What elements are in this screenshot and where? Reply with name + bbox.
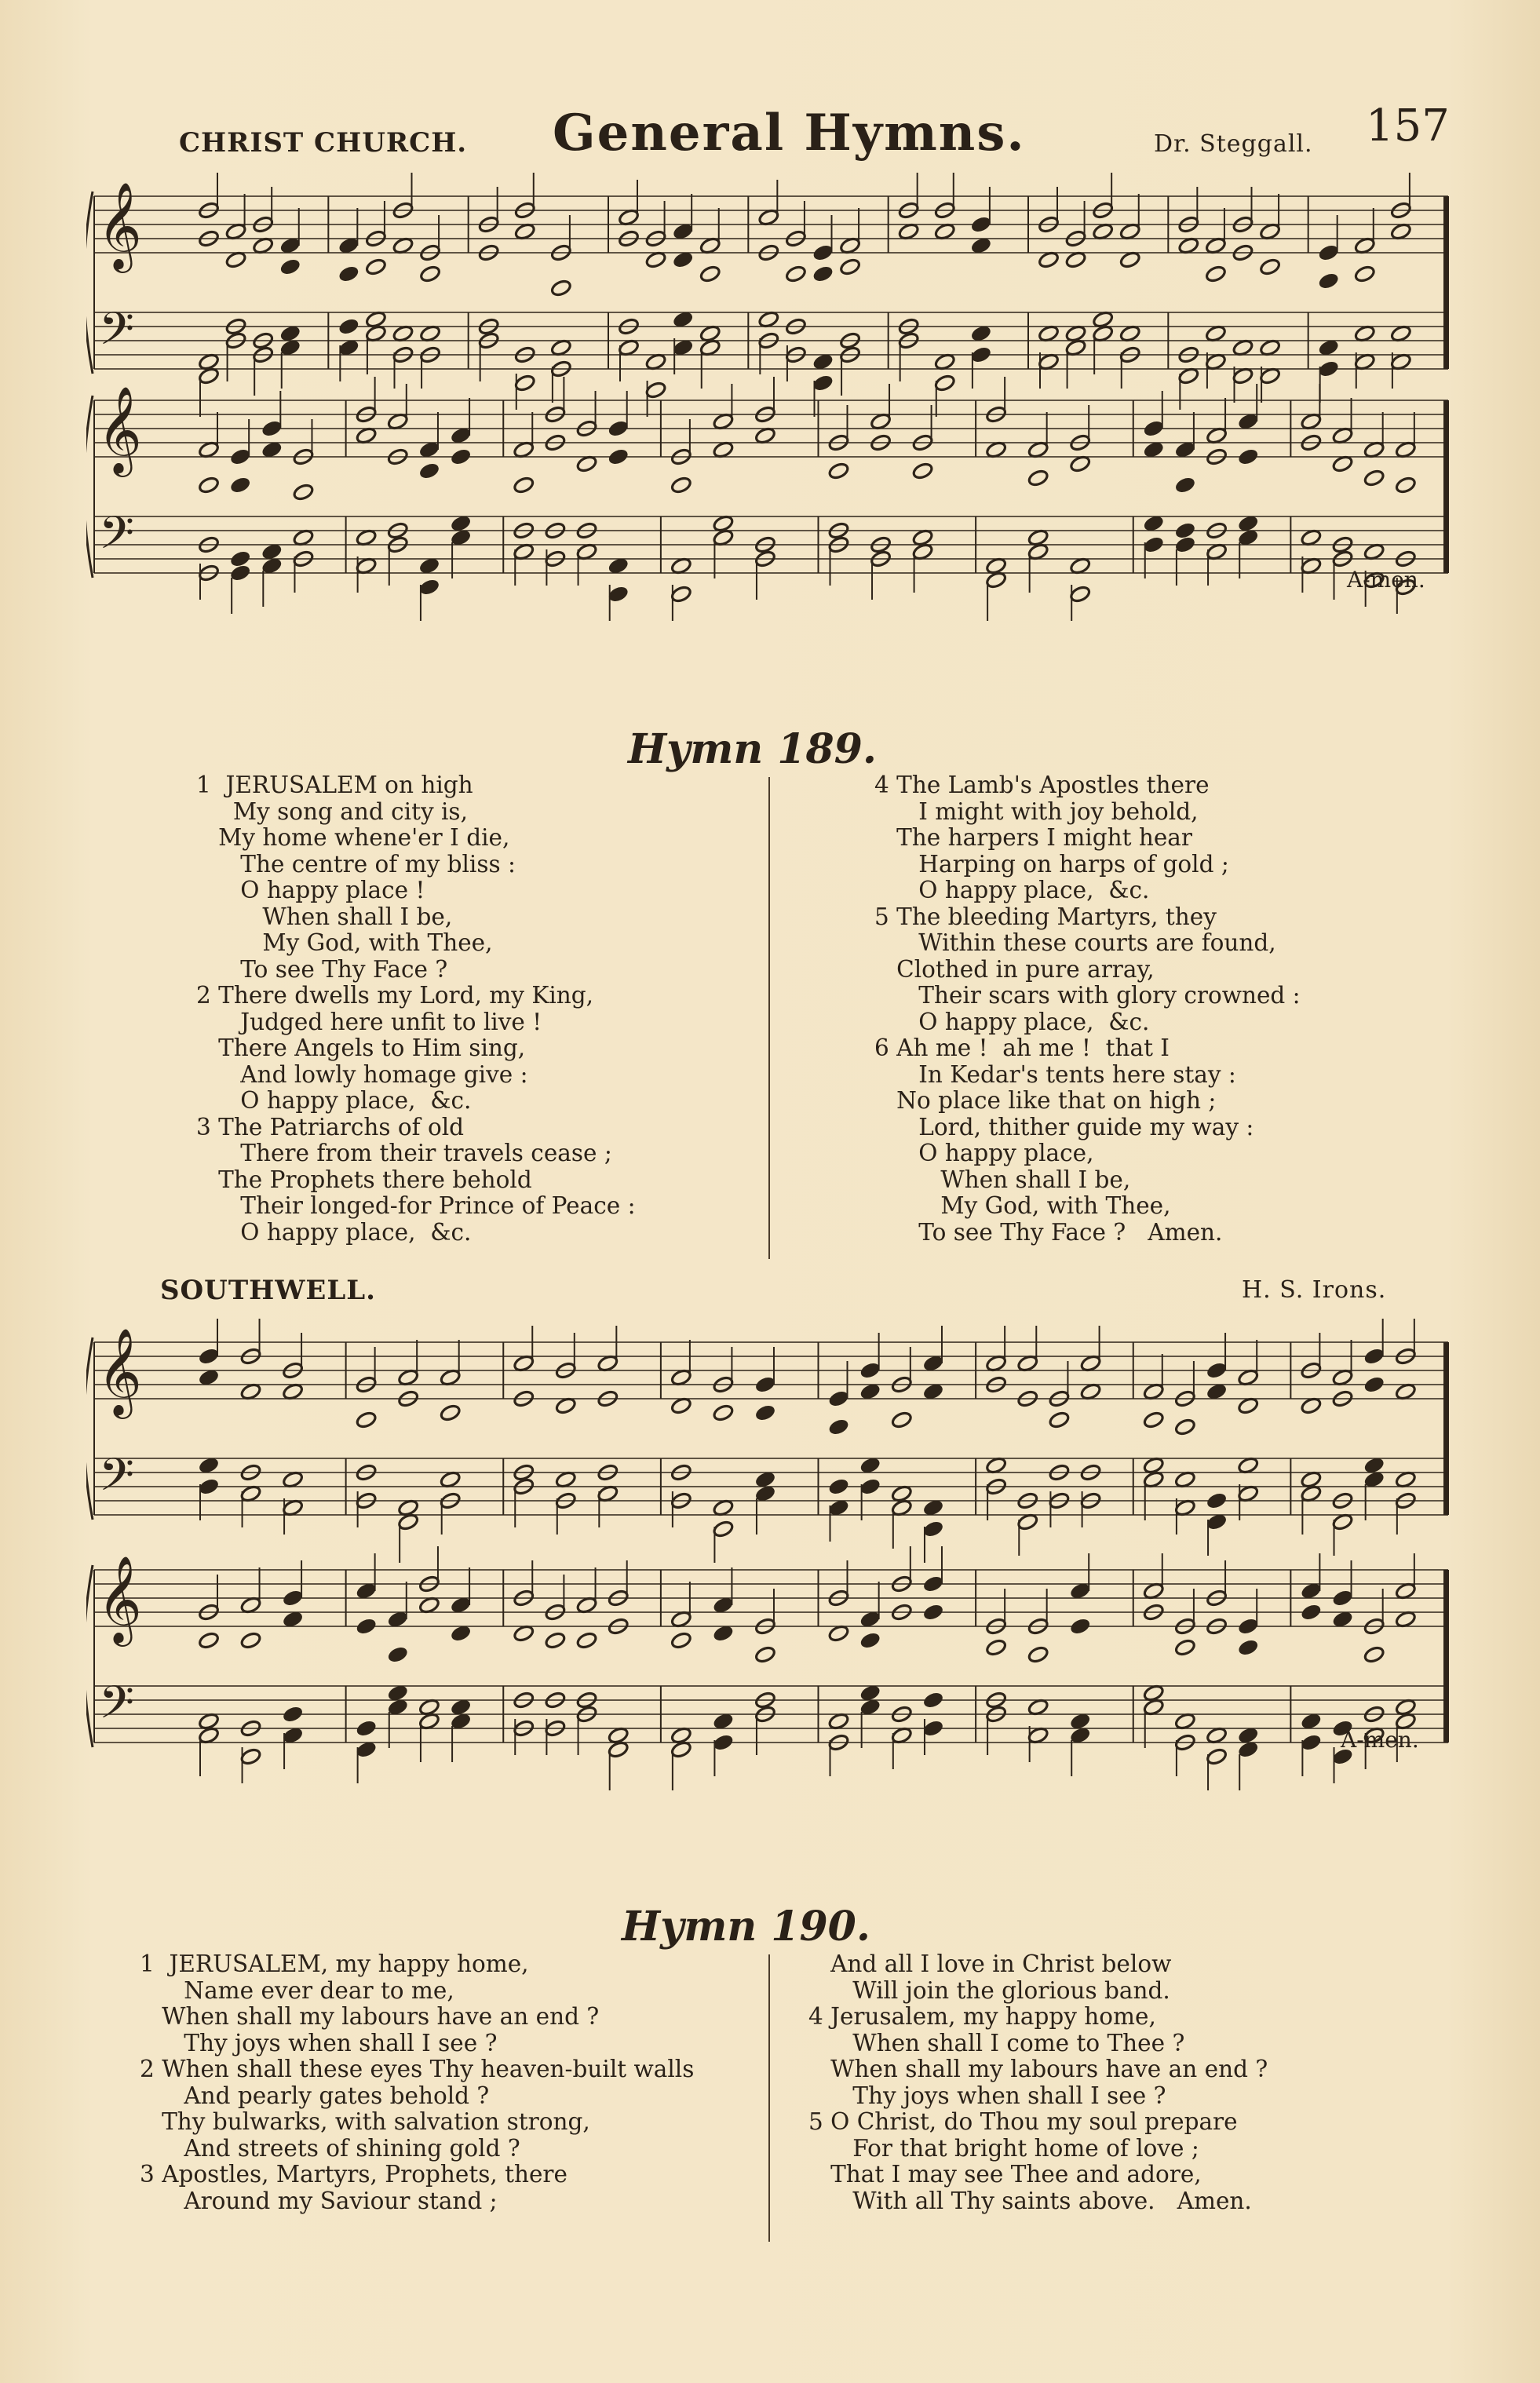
system-brace <box>86 1565 93 1747</box>
final-barline <box>1443 1570 1449 1743</box>
verse-line: My song and city is, <box>196 797 468 825</box>
note-head <box>970 345 992 364</box>
note-head <box>1363 1645 1385 1664</box>
section-title: General Hymns. <box>553 104 1026 162</box>
final-barline <box>1443 196 1449 369</box>
column-divider-189 <box>768 777 770 1259</box>
note-head <box>1069 585 1091 604</box>
verse-line: And streets of shining gold ? <box>140 2134 520 2162</box>
column-divider-190 <box>768 1954 770 2242</box>
verse-line: When shall my labours have an end ? <box>808 2056 1268 2082</box>
note-head <box>450 447 472 466</box>
verse-line: The Prophets there behold <box>196 1166 532 1193</box>
note-head <box>1354 265 1376 283</box>
note-head <box>670 1631 692 1650</box>
note-head <box>645 381 667 400</box>
verse-line: No place like that on high ; <box>874 1087 1217 1114</box>
note-head <box>1259 257 1281 276</box>
southwell-score <box>86 1303 1468 1899</box>
note-head <box>712 1520 734 1538</box>
bass-clef-icon: 𝄢 <box>99 1448 135 1513</box>
note-head <box>1174 476 1196 494</box>
hymn-190-right-column <box>808 1951 1268 2214</box>
note-head <box>754 1403 776 1422</box>
verse-line: In Kedar's tents here stay : <box>874 1060 1236 1088</box>
verse-line: My home whene'er I die, <box>196 824 510 851</box>
note-head <box>1027 1645 1049 1664</box>
verse-line: Harping on harps of gold ; <box>874 850 1229 878</box>
verse-line: Judged here unfit to live ! <box>196 1008 542 1035</box>
note-head <box>608 447 630 466</box>
verse-line: When shall my labours have an end ? <box>140 2003 600 2030</box>
note-head <box>550 279 572 297</box>
note-head <box>922 1691 944 1710</box>
hymn-190-title: Hymn 190. <box>622 1903 870 1951</box>
system-brace <box>86 396 93 578</box>
verse-line: When shall I be, <box>874 1166 1131 1193</box>
note-head <box>1174 1638 1196 1657</box>
note-head <box>922 1603 944 1622</box>
note-head <box>922 1575 944 1593</box>
note-head <box>1318 359 1340 378</box>
verse-line: For that bright home of love ; <box>808 2134 1199 2162</box>
final-barline <box>1443 400 1449 573</box>
verse-line: There Angels to Him sing, <box>196 1035 526 1061</box>
note-head <box>1318 243 1340 262</box>
note-head <box>229 476 251 494</box>
note-head <box>1237 1638 1259 1657</box>
verse-line: The harpers I might hear <box>874 824 1192 851</box>
note-head <box>1205 265 1227 283</box>
verse-line: And pearly gates behold ? <box>140 2082 490 2109</box>
note-head <box>261 419 283 438</box>
verse-line: Their longed-for Prince of Peace : <box>196 1192 636 1219</box>
treble-clef-icon: 𝄞 <box>97 385 142 473</box>
verse-line: Lord, thither guide my way : <box>874 1113 1254 1140</box>
verse-line: O happy place, &c. <box>874 877 1150 903</box>
note-head <box>198 1477 220 1496</box>
verse-line: Their scars with glory crowned : <box>874 982 1301 1009</box>
treble-clef-icon: 𝄞 <box>97 181 142 269</box>
note-head <box>338 265 359 283</box>
note-head <box>608 419 630 438</box>
note-head <box>418 462 440 480</box>
note-head <box>279 257 301 276</box>
note-head <box>419 265 441 283</box>
verse-line: When shall I come to Thee ? <box>808 2029 1185 2056</box>
note-head <box>229 549 251 568</box>
verse-line: 4 Jerusalem, my happy home, <box>808 2003 1156 2030</box>
note-head <box>1300 1733 1322 1752</box>
verse-line: There from their travels cease ; <box>196 1140 612 1166</box>
note-head <box>1143 419 1165 438</box>
note-head <box>1331 1589 1353 1608</box>
verse-line: 3 The Patriarchs of old <box>196 1113 465 1140</box>
bass-clef-icon: 𝄢 <box>99 506 135 571</box>
note-head <box>1300 1603 1322 1622</box>
verse-line: O happy place, <box>874 1140 1094 1166</box>
verse-line: Name ever dear to me, <box>140 1976 454 2004</box>
note-head <box>1363 1375 1385 1394</box>
note-head <box>576 1631 598 1650</box>
verse-line: That I may see Thee and adore, <box>808 2161 1202 2188</box>
note-head <box>754 1375 776 1394</box>
verse-line: 1 JERUSALEM, my happy home, <box>140 1951 529 1977</box>
verse-line: 5 The bleeding Martyrs, they <box>874 903 1217 930</box>
note-head <box>239 1747 261 1766</box>
verse-line: O happy place, &c. <box>196 1218 472 1246</box>
note-head <box>1143 1410 1165 1429</box>
treble-clef-icon: 𝄞 <box>97 1327 142 1415</box>
note-head <box>934 374 956 392</box>
final-barline <box>1443 1342 1449 1515</box>
note-head <box>1237 1617 1259 1636</box>
note-head <box>1174 535 1196 554</box>
note-head <box>1027 469 1049 487</box>
system-brace <box>86 192 93 374</box>
verse-line: O happy place, &c. <box>874 1008 1150 1035</box>
amen-label-1: A-men. <box>1347 567 1425 593</box>
note-head <box>827 1389 849 1408</box>
note-head <box>356 1719 378 1738</box>
composer-steggall: Dr. Steggall. <box>1154 130 1313 158</box>
note-head <box>1318 272 1340 290</box>
note-head <box>198 476 220 494</box>
note-head <box>912 462 934 480</box>
note-head <box>839 257 861 276</box>
verse-line: 4 The Lamb's Apostles there <box>874 772 1210 798</box>
verse-line: 1 JERUSALEM on high <box>196 772 473 798</box>
note-head <box>1395 476 1417 494</box>
verse-line: Within these courts are found, <box>874 929 1276 956</box>
note-head <box>670 585 692 604</box>
composer-irons: H. S. Irons. <box>1242 1276 1387 1304</box>
verse-line: 3 Apostles, Martyrs, Prophets, there <box>140 2161 567 2188</box>
verse-line: I might with joy behold, <box>874 797 1199 825</box>
verse-line: O happy place ! <box>196 877 425 903</box>
note-head <box>282 1705 304 1724</box>
note-head <box>356 1617 378 1636</box>
note-head <box>292 483 314 502</box>
note-head <box>827 462 849 480</box>
note-head <box>712 1403 734 1422</box>
tune-name-christ-church: CHRIST CHURCH. <box>179 127 468 159</box>
note-head <box>812 374 834 392</box>
note-head <box>608 585 630 604</box>
verse-line: When shall I be, <box>196 903 453 930</box>
verse-line: Clothed in pure array, <box>874 955 1155 983</box>
note-head <box>1206 1491 1228 1510</box>
note-head <box>1206 1361 1228 1380</box>
note-head <box>440 1403 462 1422</box>
verse-line: My God, with Thee, <box>874 1192 1171 1219</box>
note-head <box>544 1631 566 1650</box>
note-head <box>513 476 535 494</box>
christ-church-score <box>86 165 1468 714</box>
note-head <box>338 317 359 336</box>
verse-line: And lowly homage give : <box>196 1060 528 1088</box>
note-head <box>282 1589 304 1608</box>
note-head <box>365 257 387 276</box>
note-head <box>827 1477 849 1496</box>
verse-line: With all Thy saints above. Amen. <box>808 2187 1252 2214</box>
verse-line: To see Thy Face ? Amen. <box>874 1218 1223 1246</box>
verse-line: Will join the glorious band. <box>808 1976 1170 2004</box>
hymn-190-left-column <box>140 1951 694 2214</box>
bass-clef-icon: 𝄢 <box>99 1676 135 1740</box>
tune-name-southwell: SOUTHWELL. <box>160 1275 376 1306</box>
note-head <box>1174 1418 1196 1436</box>
note-head <box>859 1361 881 1380</box>
note-head <box>785 265 807 283</box>
note-head <box>712 1733 734 1752</box>
verse-line: Around my Saviour stand ; <box>140 2187 498 2214</box>
note-head <box>229 447 251 466</box>
note-head <box>198 1631 220 1650</box>
note-head <box>1363 1347 1385 1366</box>
note-head <box>198 1347 220 1366</box>
verse-line: And all I love in Christ below <box>808 1951 1172 1977</box>
note-head <box>922 1719 944 1738</box>
page-number: 157 <box>1366 100 1450 151</box>
note-head <box>922 1520 944 1538</box>
note-head <box>859 1631 881 1650</box>
note-head <box>1206 1747 1228 1766</box>
note-head <box>387 1645 409 1664</box>
verse-line: To see Thy Face ? <box>196 955 448 983</box>
bass-clef-icon: 𝄢 <box>99 302 135 367</box>
hymn-189-right-column <box>874 772 1301 1246</box>
note-head <box>812 265 834 283</box>
note-head <box>1174 521 1196 540</box>
note-head <box>859 1477 881 1496</box>
note-head <box>1363 469 1385 487</box>
amen-label-2: A-men. <box>1341 1727 1419 1753</box>
note-head <box>670 476 692 494</box>
note-head <box>1048 1410 1070 1429</box>
note-head <box>239 1631 261 1650</box>
verse-line: Thy joys when shall I see ? <box>140 2029 498 2056</box>
note-head <box>1143 535 1165 554</box>
note-head <box>754 1645 776 1664</box>
note-head <box>418 578 440 597</box>
note-head <box>827 1418 849 1436</box>
hymn-189-title: Hymn 189. <box>628 725 877 773</box>
treble-clef-icon: 𝄞 <box>97 1555 142 1643</box>
verse-line: 2 There dwells my Lord, my King, <box>196 982 594 1009</box>
hymn-189-left-column <box>196 772 636 1246</box>
verse-line: Thy joys when shall I see ? <box>808 2082 1166 2109</box>
verse-line: Thy bulwarks, with salvation strong, <box>140 2108 590 2135</box>
note-head <box>514 374 536 392</box>
verse-line: 6 Ah me ! ah me ! that I <box>874 1035 1170 1061</box>
note-head <box>699 265 721 283</box>
note-head <box>229 564 251 582</box>
note-head <box>985 1638 1007 1657</box>
note-head <box>812 243 834 262</box>
note-head <box>1237 447 1259 466</box>
verse-line: O happy place, &c. <box>196 1087 472 1114</box>
note-head <box>970 215 992 234</box>
verse-line: 5 O Christ, do Thou my soul prepare <box>808 2108 1238 2135</box>
note-head <box>891 1410 913 1429</box>
verse-line: 2 When shall these eyes Thy heaven-built walls <box>140 2056 695 2082</box>
verse-line: The centre of my bliss : <box>196 850 516 878</box>
system-brace <box>86 1337 93 1520</box>
verse-line: My God, with Thee, <box>196 929 493 956</box>
note-head <box>356 1410 378 1429</box>
note-head <box>1069 1617 1091 1636</box>
